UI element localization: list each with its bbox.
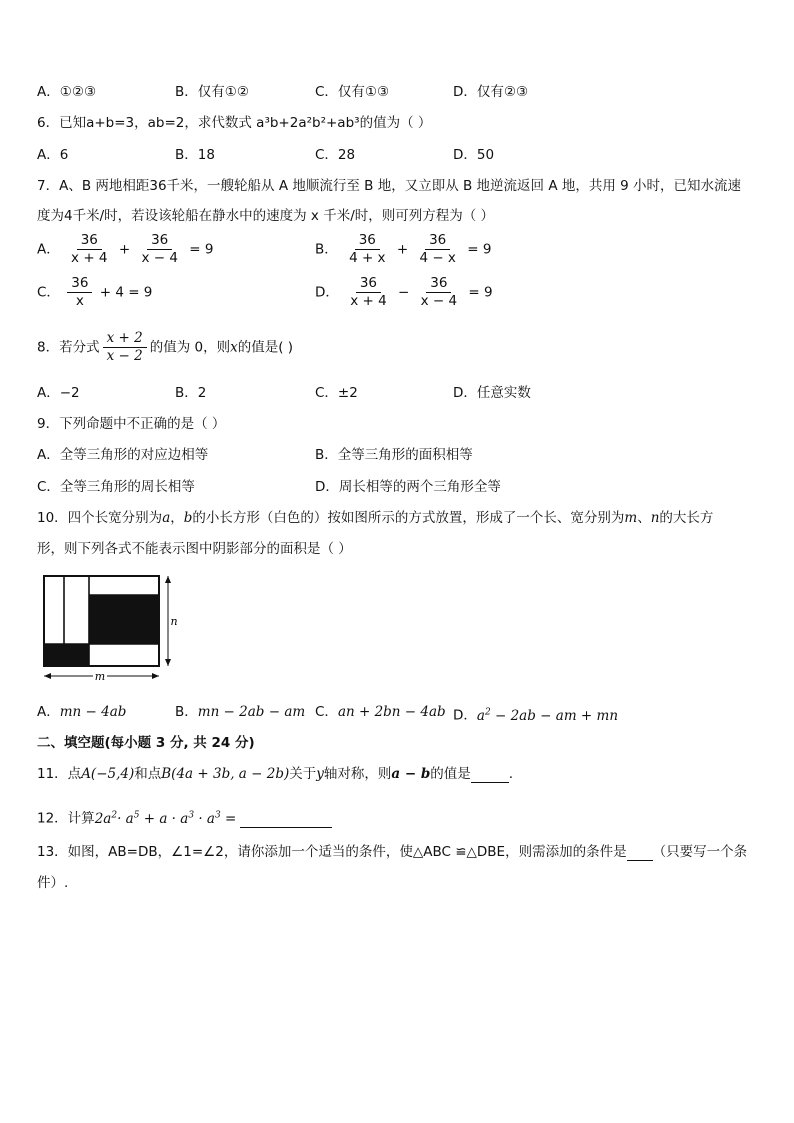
numerator: 36 — [425, 232, 450, 250]
q10-option-c — [315, 703, 446, 721]
q6-option-a: A．6 — [37, 147, 69, 163]
q11-stem — [37, 765, 513, 783]
q8-option-d: D．任意实数 — [453, 385, 531, 401]
q12-stem — [37, 806, 332, 828]
option-expression: mn − 4ab — [59, 704, 127, 720]
q10-option-a — [37, 703, 126, 721]
option-expression: an + 2bn − 4ab — [337, 704, 446, 720]
operator: + — [118, 241, 131, 258]
q7-option-b — [315, 232, 491, 267]
arrow-down-icon — [165, 659, 171, 666]
denominator: x + 4 — [71, 250, 108, 266]
q10-stem-line1 — [37, 509, 713, 527]
numerator: 36 — [147, 232, 172, 250]
denominator: x − 2 — [106, 348, 143, 364]
q5-option-b: B．仅有①② — [175, 84, 249, 100]
q5-option-c: C．仅有①③ — [315, 84, 390, 100]
equation-tail: + 4 = 9 — [99, 284, 153, 301]
option-label: D． — [453, 707, 477, 724]
term: · a — [117, 810, 134, 827]
option-label: A． — [37, 241, 60, 258]
equation-tail: = 9 — [467, 241, 492, 258]
q6-option-c: C．28 — [315, 147, 356, 163]
exponent: 5 — [133, 810, 140, 820]
answer-blank[interactable] — [627, 860, 653, 861]
equation-tail: = 9 — [189, 241, 214, 258]
numerator: 36 — [355, 232, 380, 250]
q8-pre: 8．若分式 — [37, 339, 100, 356]
q12-text: 12．计算 — [37, 810, 95, 827]
q8-option-c: C．±2 — [315, 385, 358, 401]
numerator: 36 — [356, 275, 381, 293]
q10-option-b — [175, 703, 305, 721]
exponent: 3 — [188, 810, 195, 820]
denominator: x − 4 — [141, 250, 178, 266]
denominator: 4 + x — [349, 250, 386, 266]
term: · a — [194, 810, 215, 827]
q10-text: 的大长方 — [659, 510, 714, 526]
exponent: 2 — [484, 707, 491, 717]
option-expression: mn − 2ab − am — [197, 704, 306, 720]
point-a: A(−5,4) — [81, 766, 135, 782]
variable-b: b — [183, 510, 193, 526]
q9-option-c: C．全等三角形的周长相等 — [37, 479, 195, 495]
term: + a · a — [139, 810, 189, 827]
variable-n: n — [650, 510, 660, 526]
figure-label-n: n — [170, 615, 178, 628]
q11-text: 11．点 — [37, 766, 82, 782]
q10-option-d — [453, 703, 618, 725]
q6-option-d: D．50 — [453, 147, 495, 163]
q13-stem-line2: 件）. — [37, 875, 69, 891]
option-label: C． — [37, 284, 60, 301]
q7-stem-line2: 度为4千米/时，若设该轮船在静水中的速度为 x 千米/时，则可列方程为（ ） — [37, 208, 495, 224]
q7-option-d — [315, 275, 493, 310]
q11-text: . — [508, 766, 514, 782]
answer-blank[interactable] — [240, 827, 332, 828]
arrow-up-icon — [165, 576, 171, 583]
numerator: 36 — [426, 275, 451, 293]
q11-text: 轴对称，则 — [323, 766, 392, 782]
numerator: x + 2 — [103, 330, 147, 348]
option-label: D． — [315, 284, 339, 301]
term: 2a — [94, 810, 112, 827]
q10-text: 10．四个长宽分别为 — [37, 510, 163, 526]
option-label: C． — [315, 704, 338, 720]
option-label: B． — [315, 241, 338, 258]
q10-stem-line2: 形，则下列各式不能表示图中阴影部分的面积是（ ） — [37, 541, 352, 557]
exponent: 2 — [111, 810, 118, 820]
equation-tail: = 9 — [468, 284, 493, 301]
option-label: B． — [175, 704, 198, 720]
q11-text: 的值是 — [430, 766, 471, 782]
q13-stem-line1 — [37, 843, 747, 861]
exponent: 3 — [214, 810, 221, 820]
q9-option-b: B．全等三角形的面积相等 — [315, 447, 473, 463]
q7-option-a — [37, 232, 213, 267]
variable-m: m — [624, 510, 638, 526]
variable: x — [230, 339, 238, 356]
q11-text: 和点 — [134, 766, 162, 782]
q9-option-d: D．周长相等的两个三角形全等 — [315, 479, 501, 495]
option-expression: a — [476, 707, 485, 724]
q5-option-a: A．①②③ — [37, 84, 97, 100]
section-heading: 二、填空题(每小题 3 分, 共 24 分) — [37, 735, 255, 751]
separator: 、 — [637, 510, 651, 526]
q7-option-c — [37, 275, 152, 310]
separator: ， — [170, 510, 184, 526]
arrow-left-icon — [44, 673, 51, 679]
q8-stem — [37, 330, 293, 365]
q13-text: 13．如图，AB=DB，∠1=∠2，请你添加一个适当的条件，使△ABC ≌△DBE，则需添加的条件是 — [37, 844, 627, 860]
shaded-region-bottom-left — [44, 644, 89, 666]
denominator: x + 4 — [350, 293, 387, 309]
axis-variable: y — [316, 766, 324, 782]
term: = — [220, 810, 237, 827]
figure-label-m: m — [94, 670, 106, 683]
option-label: A． — [37, 704, 60, 720]
numerator: 36 — [77, 232, 102, 250]
variable-a: a — [162, 510, 171, 526]
numerator: 36 — [67, 275, 92, 293]
shaded-region-top-right — [89, 595, 159, 644]
q7-stem-line1: 7．A、B 两地相距36千米，一艘轮船从 A 地顺流行至 B 地，又立即从 B 地逆流返回 A 地，共用 9 小时，已知水流速 — [37, 178, 742, 194]
denominator: x − 4 — [420, 293, 458, 309]
point-b: B(4a + 3b, a − 2b) — [161, 766, 290, 782]
q10-text: 的小长方形（白色的）按如图所示的方式放置，形成了一个长、宽分别为 — [192, 510, 625, 526]
target-expression: a − b — [391, 766, 431, 782]
arrow-right-icon — [152, 673, 159, 679]
q9-option-a: A．全等三角形的对应边相等 — [37, 447, 209, 463]
q6-option-b: B．18 — [175, 147, 215, 163]
q11-text: 关于 — [289, 766, 317, 782]
q8-post: 的值是( ) — [237, 339, 294, 356]
q8-option-a: A．−2 — [37, 385, 80, 401]
answer-blank[interactable] — [471, 782, 509, 783]
q8-option-b: B．2 — [175, 385, 207, 401]
q8-mid: 的值为 0，则 — [149, 339, 231, 356]
q6-stem: 6．已知a+b=3，ab=2，求代数式 a³b+2a²b²+ab³的值为（ ） — [37, 115, 432, 131]
operator: − — [397, 284, 410, 301]
q9-stem: 9．下列命题中不正确的是（ ） — [37, 416, 226, 432]
q5-option-d: D．仅有②③ — [453, 84, 529, 100]
q13-text: （只要写一个条 — [652, 844, 748, 860]
denominator: x — [75, 293, 84, 309]
denominator: 4 − x — [419, 250, 456, 266]
operator: + — [396, 241, 409, 258]
option-expression: − 2ab − am + mn — [490, 707, 619, 724]
q10-figure — [40, 573, 180, 685]
